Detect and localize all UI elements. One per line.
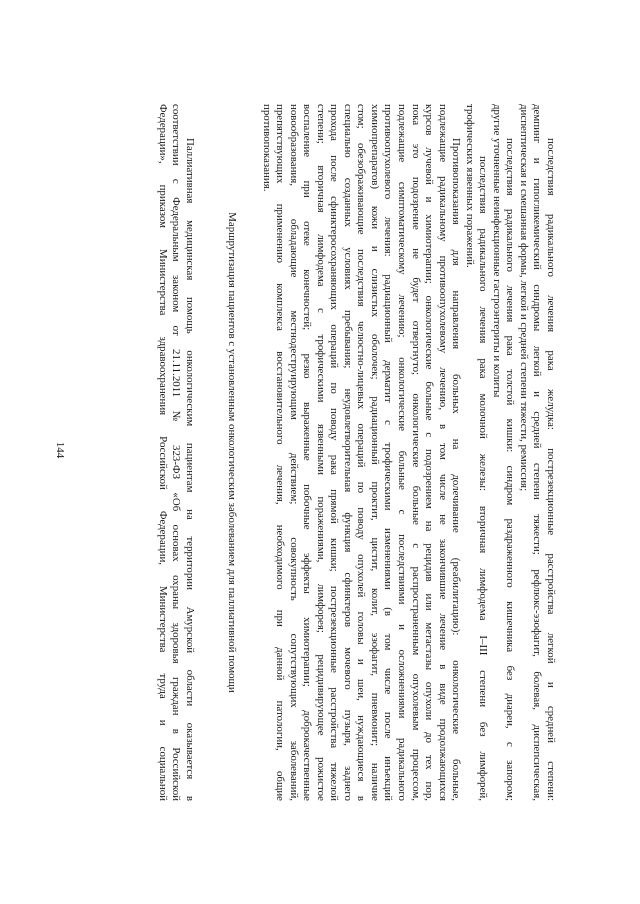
text-line: курсов лучевой и химиотерапии; онкологические больные с подозрением на рецидив или метастазы опухоли до тех пор, bbox=[423, 104, 436, 801]
text-line: демпинг и гипогликемический синдромы легкой и средней степени тяжести; рефлюкс-эзофагит, болевая, диспепсическая, bbox=[531, 104, 544, 801]
palliative-care-text bbox=[155, 104, 196, 801]
text-line: Паллиативная медицинская помощь онкологическим пациентам на территории Амурской области оказывается в bbox=[184, 138, 196, 801]
text-line: последствия радикального лечения рака желудка: пострезекционные расстройства легкой и средней степени: bbox=[545, 138, 557, 801]
text-line: трофических язвенных поражений. bbox=[463, 104, 476, 268]
contraindications-text bbox=[259, 104, 557, 801]
text-line: новообразования, обладающие местнодеструирующим действием; совокупность сопутствующих заболеваний, bbox=[287, 104, 300, 801]
text-line: последствия радикального лечения рака толстой кишки: синдром раздраженного кишечника без диареи, с запором; bbox=[504, 138, 517, 801]
text-line: пока это подозрение не будет отвергнуто; онкологические больные с распространенным опухолевым процессом, bbox=[409, 104, 422, 801]
text-line: Противопоказания для направления больных на долечивание (реабилитацию): онкологические больные, bbox=[450, 138, 463, 801]
text-line: соответствии с Федеральным законом от 21.11.2011 № 323-ФЗ «Об основах охраны здоровья граждан в Российской bbox=[170, 104, 183, 801]
text-line: противопоказания. bbox=[260, 104, 273, 192]
text-line: прохода после сфинктеросохраняющих операций по поводу рака прямой кишки; пострезекционные расстройства тяжелой bbox=[328, 104, 341, 801]
section-heading: Маршрутизация пациентов с установленным онкологическим заболеванием для паллиативной помощи bbox=[226, 212, 238, 693]
text-line: препятствующих применению комплекса восстановительного лечения, необходимого при данной патологии, общие bbox=[274, 104, 287, 801]
text-line: химиопрепаратов) кожи и слизистых оболочек; радиационный проктит, цистит, колит, эзофагит, пневмонит; наличие bbox=[368, 104, 381, 801]
text-line: подлежащие симптоматическому лечению; онкологические больные с последствиями и осложнениями радикального bbox=[395, 104, 408, 801]
text-line: воспаление при отеке конечностей; резко выраженные побочные эффекты химиотерапии; доброкачественные bbox=[301, 104, 314, 801]
text-line: другие уточненные неинфекционные гастроэнтериты и колиты bbox=[490, 104, 503, 398]
text-line: подлежащие радикальному противоопухолевому лечению, в том числе не закончившие лечение в виде продолжающихся bbox=[436, 104, 449, 801]
text-line: Федерации», приказом Министерства здравоохранения Российской Федерации, Министерства труда и социальной bbox=[156, 104, 169, 801]
text-line: степени; вторичная лимфодема с трофическими язвенными поражениями, лимфорея; рецидивирующее рожистое bbox=[314, 104, 327, 801]
text-line: стом; обезображивающие последствия челюстно-лицевых операций по поводу опухолей головы и шеи, нуждающиеся в bbox=[355, 104, 368, 801]
text-line: специально созданных условиях пребывания; неудовлетворительная функция сфинктеров мочевого пузыря, заднего bbox=[341, 104, 354, 801]
text-line: диспептическая и смешанная формы, легкой и средней степени тяжести, ремиссия; bbox=[517, 104, 530, 492]
text-line: последствия радикального лечения рака молочной железы: вторичная лимфодема I–III степени без лимфорей, bbox=[477, 156, 490, 801]
text-line: противоопухолевого лечения: радиационный дерматит с трофическими изменениями (в том числе после инъекций bbox=[382, 104, 395, 801]
page-number: 144 bbox=[54, 441, 66, 459]
